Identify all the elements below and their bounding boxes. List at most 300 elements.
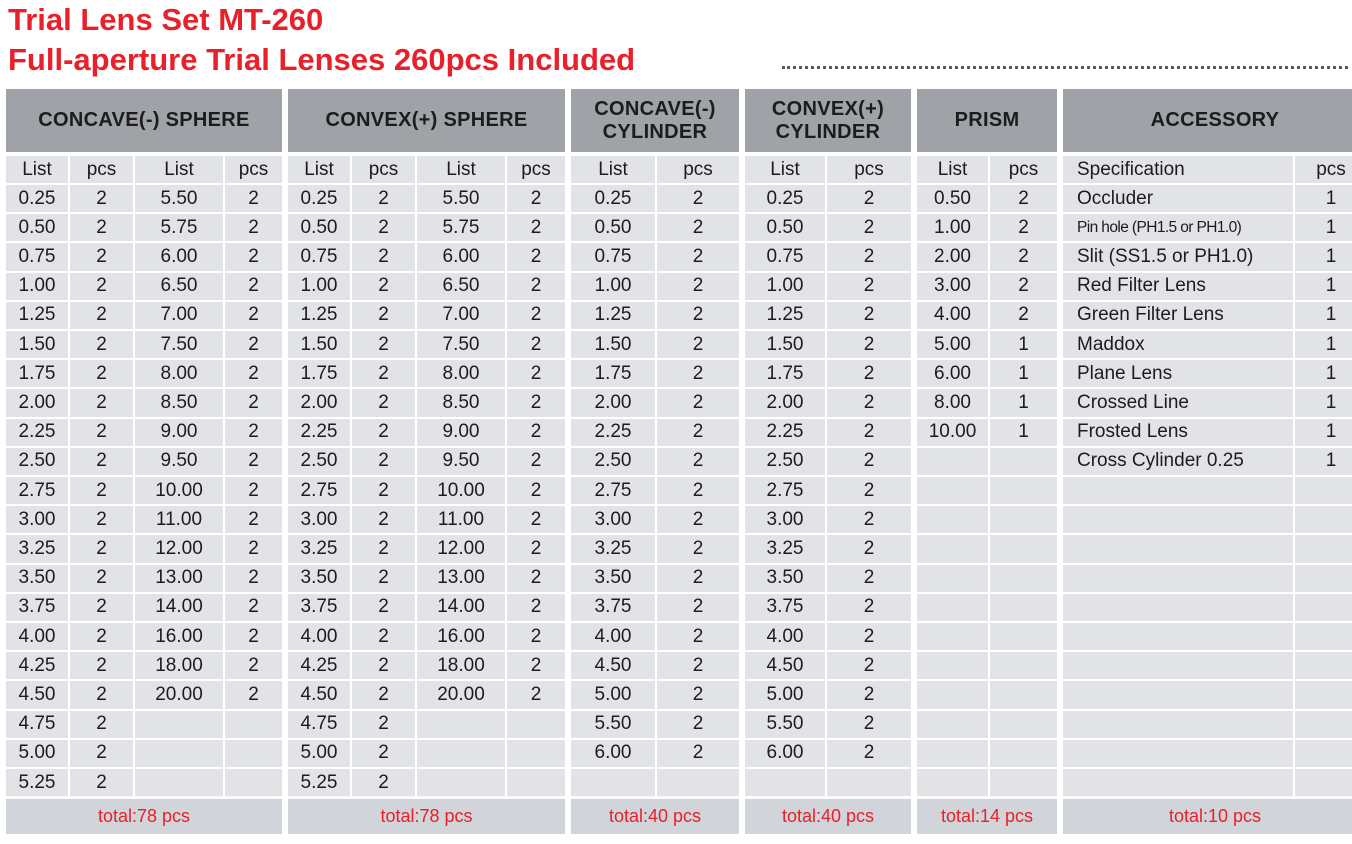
table-cell: 2 [827,506,911,533]
table-cell: 2 [70,214,133,241]
table-cell: 3.50 [745,565,825,592]
table-cell: 2 [352,185,415,212]
table-cell: 2 [657,448,739,475]
accessory-spec-cell [1063,506,1293,533]
table-cell: 2 [225,477,282,504]
table-cell [1295,506,1352,533]
table-cell [571,769,655,796]
table-cell: 6.00 [571,740,655,767]
table-cell: 1.00 [6,273,68,300]
table-cell [990,448,1057,475]
table-cell: 4.50 [288,681,350,708]
section-total-concave_cylinder: total:40 pcs [571,799,739,834]
accessory-spec-cell [1063,769,1293,796]
table-cell: 2 [70,652,133,679]
table-cell: 2 [507,214,565,241]
table-cell: 1.50 [745,331,825,358]
table-cell: 2 [70,565,133,592]
table-cell: 1 [1295,448,1352,475]
table-cell: 2.50 [571,448,655,475]
table-cell: 2 [507,652,565,679]
table-cell [1295,623,1352,650]
table-cell: 3.50 [6,565,68,592]
section-header-convex_cylinder: CONVEX(+) CYLINDER [745,89,911,152]
table-cell [990,565,1057,592]
table-cell: 2 [225,243,282,270]
table-cell: 2 [352,769,415,796]
table-cell: 2 [657,711,739,738]
table-cell [990,681,1057,708]
table-cell: 2 [507,681,565,708]
table-cell: 16.00 [135,623,223,650]
table-cell: 1.00 [571,273,655,300]
table-cell [657,769,739,796]
table-cell: 2 [70,594,133,621]
table-cell [1295,565,1352,592]
table-cell: 1 [1295,419,1352,446]
table-cell: 1.25 [6,302,68,329]
table-cell: 1.25 [288,302,350,329]
table-cell: 2 [827,331,911,358]
table-cell: 0.75 [6,243,68,270]
table-cell [917,535,988,562]
table-cell: 2 [507,302,565,329]
table-cell: 12.00 [135,535,223,562]
table-cell: 2 [507,506,565,533]
table-cell: 2.75 [745,477,825,504]
table-cell: 2 [225,214,282,241]
table-cell: 2.00 [288,389,350,416]
table-cell: 4.00 [571,623,655,650]
table-cell: 2 [225,302,282,329]
accessory-spec-cell [1063,681,1293,708]
table-cell: 0.50 [571,214,655,241]
table-cell: 12.00 [417,535,505,562]
table-cell: 0.50 [288,214,350,241]
table-cell [417,740,505,767]
table-cell [1295,681,1352,708]
table-cell: 20.00 [417,681,505,708]
table-cell: 9.50 [135,448,223,475]
table-cell: 1.75 [745,360,825,387]
table-cell: 2 [352,711,415,738]
table-cell: 2 [827,185,911,212]
table-cell: 2 [990,185,1057,212]
table-cell: 2 [990,243,1057,270]
table-cell: 1 [1295,389,1352,416]
table-cell: 2 [352,302,415,329]
table-cell: 2 [352,448,415,475]
table-cell: 2 [70,740,133,767]
table-cell: 0.25 [745,185,825,212]
table-cell: 1.25 [571,302,655,329]
table-cell: 8.50 [417,389,505,416]
table-cell: 0.25 [571,185,655,212]
accessory-spec-cell [1063,652,1293,679]
table-cell: 2 [657,302,739,329]
table-cell: 3.00 [745,506,825,533]
accessory-spec-cell: Frosted Lens [1063,419,1293,446]
table-cell: 1.00 [917,214,988,241]
table-cell: 2 [990,273,1057,300]
table-cell: 2 [225,652,282,679]
table-cell: 5.00 [6,740,68,767]
table-cell: 2 [70,506,133,533]
accessory-spec-cell [1063,711,1293,738]
table-cell: 18.00 [135,652,223,679]
table-cell: 2.25 [6,419,68,446]
table-cell: 2 [352,214,415,241]
table-cell: 2 [507,623,565,650]
table-cell: 3.50 [571,565,655,592]
table-cell: 3.25 [6,535,68,562]
table-cell: 1 [1295,360,1352,387]
table-cell: 20.00 [135,681,223,708]
table-cell: 2 [352,389,415,416]
table-cell: 2 [827,448,911,475]
accessory-spec-cell: Red Filter Lens [1063,273,1293,300]
table-cell [917,681,988,708]
table-cell: 0.50 [917,185,988,212]
table-cell: 10.00 [917,419,988,446]
table-cell: 13.00 [417,565,505,592]
table-cell: 2 [352,681,415,708]
table-cell [990,535,1057,562]
table-cell: 2 [70,243,133,270]
table-cell: 6.00 [745,740,825,767]
table-cell [917,477,988,504]
table-cell: 2 [507,535,565,562]
table-cell [990,594,1057,621]
table-cell: 2 [70,769,133,796]
table-cell [225,740,282,767]
table-cell: 2 [70,302,133,329]
table-cell: 2 [657,273,739,300]
table-cell: 2 [225,273,282,300]
table-cell: 0.75 [745,243,825,270]
table-cell: 2 [70,477,133,504]
table-cell: 2.75 [288,477,350,504]
table-cell: 2 [70,360,133,387]
table-cell: 11.00 [135,506,223,533]
table-cell: 1.50 [6,331,68,358]
column-header: pcs [225,156,282,183]
table-cell: 2 [657,681,739,708]
table-cell [417,769,505,796]
table-cell: 2 [507,419,565,446]
table-cell: 2 [507,360,565,387]
table-cell: 2 [70,419,133,446]
table-cell [1295,740,1352,767]
table-cell: 2.00 [6,389,68,416]
table-cell: 2 [352,243,415,270]
table-cell [225,711,282,738]
table-cell: 2 [352,506,415,533]
table-cell: 2 [507,185,565,212]
section-total-accessory: total:10 pcs [1063,799,1352,834]
table-cell: 2 [827,273,911,300]
table-cell: 2 [827,243,911,270]
table-cell: 2 [827,652,911,679]
table-cell [917,769,988,796]
table-cell [225,769,282,796]
accessory-spec-cell [1063,565,1293,592]
accessory-spec-cell [1063,477,1293,504]
table-cell: 14.00 [135,594,223,621]
table-cell: 4.50 [745,652,825,679]
table-cell: 2 [827,711,911,738]
table-cell: 2 [827,477,911,504]
table-cell: 2 [352,623,415,650]
table-cell: 1 [990,419,1057,446]
table-cell: 8.00 [917,389,988,416]
table-cell: 8.00 [135,360,223,387]
column-header: Specification [1063,156,1293,183]
table-cell [917,506,988,533]
table-cell: 8.00 [417,360,505,387]
column-header: List [135,156,223,183]
accessory-spec-cell: Plane Lens [1063,360,1293,387]
table-cell [1295,652,1352,679]
section-total-concave_sphere: total:78 pcs [6,799,282,834]
table-cell: 0.50 [6,214,68,241]
accessory-spec-cell [1063,623,1293,650]
table-cell: 2 [352,652,415,679]
table-cell [990,506,1057,533]
table-cell [990,711,1057,738]
table-cell: 1 [1295,302,1352,329]
table-cell: 5.00 [288,740,350,767]
table-cell: 3.75 [571,594,655,621]
table-cell: 7.50 [417,331,505,358]
table-cell: 1 [1295,214,1352,241]
table-cell: 2 [827,302,911,329]
table-cell [917,740,988,767]
section-header-prism: PRISM [917,89,1057,152]
table-cell: 10.00 [135,477,223,504]
table-cell: 0.75 [288,243,350,270]
column-header: pcs [1295,156,1352,183]
table-cell: 2 [657,506,739,533]
table-cell [990,477,1057,504]
table-cell: 2 [657,594,739,621]
table-cell: 2 [827,389,911,416]
table-cell: 2.00 [745,389,825,416]
table-cell: 2 [827,594,911,621]
column-header: List [6,156,68,183]
table-cell: 2 [225,535,282,562]
table-cell: 1.50 [571,331,655,358]
table-cell: 5.50 [417,185,505,212]
column-header: List [917,156,988,183]
table-cell: 2 [70,185,133,212]
table-cell [990,623,1057,650]
table-cell: 1.00 [288,273,350,300]
column-header: pcs [657,156,739,183]
table-cell: 4.00 [288,623,350,650]
table-cell: 16.00 [417,623,505,650]
table-cell: 6.50 [417,273,505,300]
table-cell: 5.50 [571,711,655,738]
table-cell: 2 [225,185,282,212]
table-cell [1295,535,1352,562]
table-cell: 2.50 [745,448,825,475]
table-cell: 3.75 [6,594,68,621]
table-cell: 2 [70,273,133,300]
table-cell: 7.00 [417,302,505,329]
table-cell: 4.50 [571,652,655,679]
table-cell: 1.25 [745,302,825,329]
table-cell: 2 [507,331,565,358]
table-cell: 6.50 [135,273,223,300]
table-cell: 7.00 [135,302,223,329]
table-cell: 0.75 [571,243,655,270]
accessory-spec-cell [1063,740,1293,767]
column-header: List [745,156,825,183]
table-cell [917,565,988,592]
table-cell: 3.25 [571,535,655,562]
column-header: pcs [827,156,911,183]
table-cell: 2 [70,331,133,358]
section-total-convex_cylinder: total:40 pcs [745,799,911,834]
table-cell: 2 [70,535,133,562]
table-cell: 4.00 [6,623,68,650]
table-cell: 1 [990,331,1057,358]
table-cell: 1 [1295,185,1352,212]
table-cell: 0.25 [6,185,68,212]
accessory-spec-cell: Crossed Line [1063,389,1293,416]
table-cell [990,740,1057,767]
table-cell: 4.75 [288,711,350,738]
table-cell: 2 [657,214,739,241]
table-cell: 2 [657,740,739,767]
table-cell: 9.50 [417,448,505,475]
section-header-concave_cylinder: CONCAVE(-) CYLINDER [571,89,739,152]
table-cell [135,740,223,767]
table-cell: 2 [352,565,415,592]
page-title: Trial Lens Set MT-260 [8,2,324,37]
table-cell: 1.75 [571,360,655,387]
table-cell [507,740,565,767]
table-cell [1295,477,1352,504]
table-cell [990,769,1057,796]
table-cell: 3.25 [745,535,825,562]
accessory-spec-cell [1063,535,1293,562]
table-cell: 2 [225,565,282,592]
accessory-spec-cell: Slit (SS1.5 or PH1.0) [1063,243,1293,270]
table-cell: 2 [827,740,911,767]
table-cell: 1 [1295,243,1352,270]
table-cell: 2 [507,243,565,270]
table-cell: 2 [657,652,739,679]
table-cell: 2 [352,535,415,562]
table-cell: 3.75 [745,594,825,621]
table-cell: 2 [507,389,565,416]
table-cell: 7.50 [135,331,223,358]
table-cell: 5.75 [417,214,505,241]
section-total-convex_sphere: total:78 pcs [288,799,565,834]
table-cell [135,769,223,796]
table-cell [507,769,565,796]
table-cell: 2 [225,360,282,387]
table-cell: 2 [657,360,739,387]
section-total-prism: total:14 pcs [917,799,1057,834]
table-cell: 5.00 [571,681,655,708]
column-header: List [571,156,655,183]
table-cell: 2 [827,535,911,562]
table-cell: 13.00 [135,565,223,592]
table-cell: 2 [657,243,739,270]
table-cell: 1.75 [288,360,350,387]
table-cell: 2 [70,681,133,708]
table-cell: 2 [225,331,282,358]
table-cell: 5.50 [745,711,825,738]
table-cell: 1.75 [6,360,68,387]
table-cell: 5.00 [917,331,988,358]
table-cell [417,711,505,738]
table-cell: 2 [352,360,415,387]
table-cell: 2 [827,565,911,592]
table-cell: 2 [225,506,282,533]
table-cell: 5.00 [745,681,825,708]
table-cell: 2 [827,623,911,650]
table-cell: 2 [507,273,565,300]
table-cell: 2 [225,389,282,416]
table-cell: 2 [657,389,739,416]
table-cell: 3.00 [917,273,988,300]
table-cell: 2 [225,419,282,446]
table-cell: 2 [352,273,415,300]
table-cell: 2 [507,448,565,475]
table-cell [507,711,565,738]
table-cell: 2 [352,331,415,358]
table-cell: 14.00 [417,594,505,621]
table-cell [1295,769,1352,796]
table-cell: 2.75 [571,477,655,504]
table-cell: 2.25 [288,419,350,446]
table-cell: 2 [225,448,282,475]
table-cell: 3.50 [288,565,350,592]
table-cell: 3.25 [288,535,350,562]
page-subtitle: Full-aperture Trial Lenses 260pcs Included [8,42,636,77]
table-cell: 3.00 [6,506,68,533]
table-cell: 1 [1295,273,1352,300]
column-header: pcs [990,156,1057,183]
table-cell: 2 [657,623,739,650]
table-cell [827,769,911,796]
table-cell: 5.50 [135,185,223,212]
table-cell: 2 [225,681,282,708]
table-cell: 6.00 [917,360,988,387]
accessory-spec-cell: Maddox [1063,331,1293,358]
table-cell [917,448,988,475]
table-cell: 2.25 [571,419,655,446]
table-cell: 2.00 [571,389,655,416]
table-cell: 5.25 [6,769,68,796]
table-cell [1295,594,1352,621]
table-cell: 2 [352,594,415,621]
table-cell: 2.00 [917,243,988,270]
accessory-spec-cell: Pin hole (PH1.5 or PH1.0) [1063,214,1293,241]
table-cell: 6.00 [135,243,223,270]
table-cell [135,711,223,738]
table-cell: 0.50 [745,214,825,241]
table-cell: 2 [657,419,739,446]
table-cell: 2 [507,565,565,592]
table-cell: 2 [657,331,739,358]
column-header: pcs [507,156,565,183]
table-cell: 3.75 [288,594,350,621]
